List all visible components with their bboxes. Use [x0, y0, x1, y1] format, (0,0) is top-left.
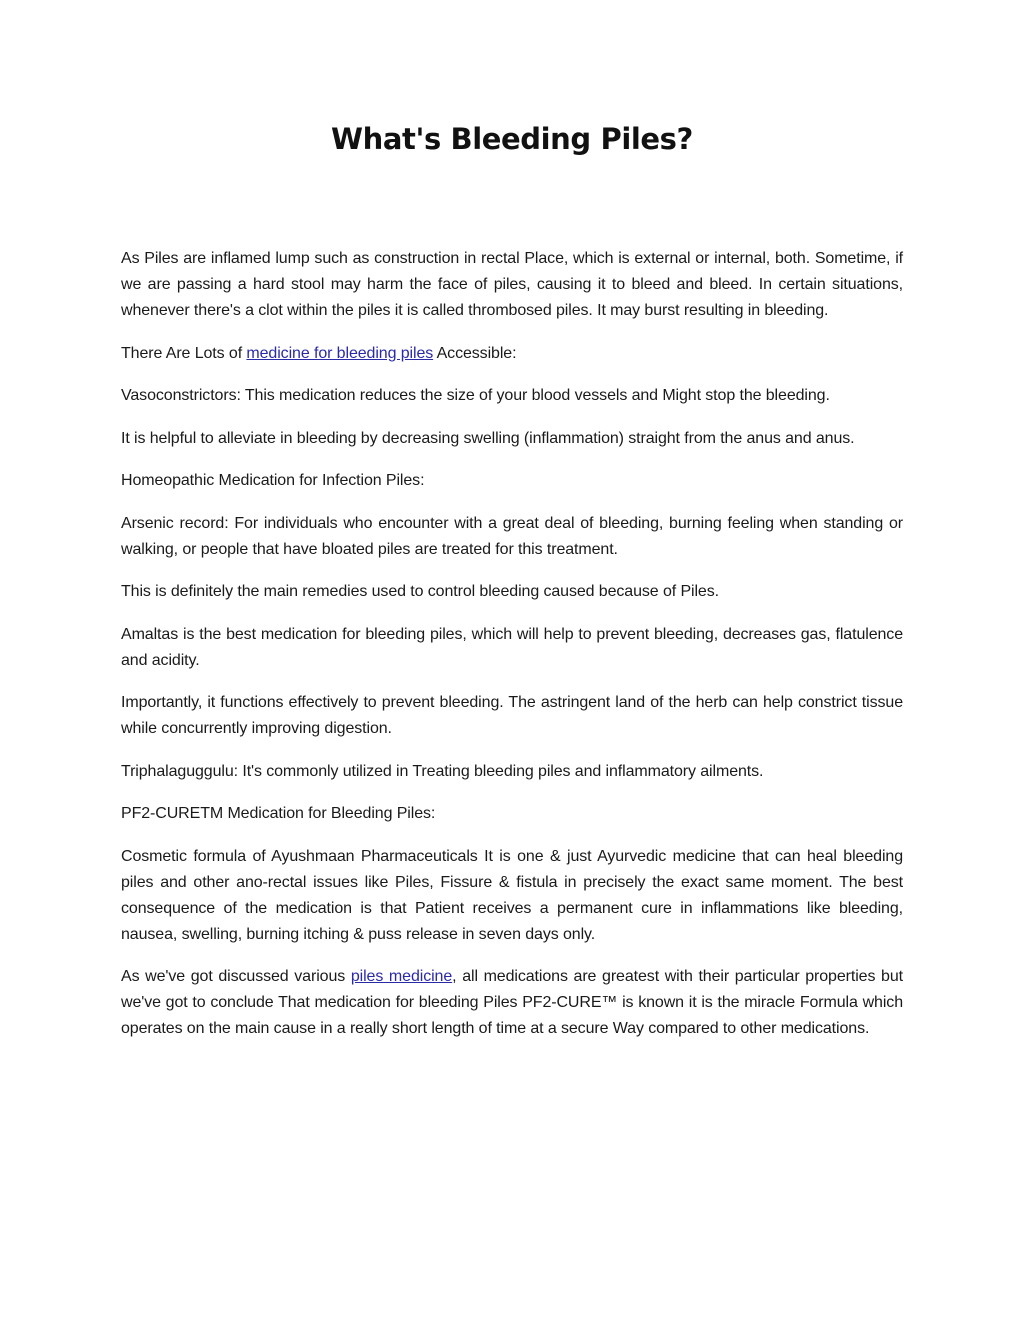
piles-medicine-link[interactable]: piles medicine [350, 968, 453, 985]
paragraph-pf2-cure-heading: PF2-CURETM Medication for Bleeding Piles: [121, 805, 436, 822]
paragraph-homeopathic-heading: Homeopathic Medication for Infection Piles: [121, 472, 425, 489]
paragraph-medicine-list-intro [121, 341, 903, 367]
medicine-for-bleeding-piles-link[interactable]: medicine for bleeding piles [246, 344, 434, 362]
paragraph-text: There Are Lots of [121, 344, 247, 362]
paragraph-vasoconstrictors: Vasoconstrictors: This medication reduces the size of your blood vessels and Might stop the bleeding. [121, 387, 830, 404]
paragraph-amaltas: Amaltas is the best medication for bleeding piles, which will help to prevent bleeding, decreases gas, flatulence and acidity. [121, 625, 903, 669]
paragraph-alleviate: It is helpful to alleviate in bleeding by decreasing swelling (inflammation) straight from the anus and anus. [121, 429, 855, 447]
page-title: What's Bleeding Piles? [331, 122, 693, 156]
paragraph-cosmetic-formula: Cosmetic formula of Ayushmaan Pharmaceuticals It is one & just Ayurvedic medicine that can heal bleeding piles and other ano-rectal issues like Piles, Fissure & fistula in precisely the exact same moment. The best consequence of the medication is that Patient receives a permanent cure in inflammations like bleeding, nausea, swelling, burning itching & puss release in seven days only. [121, 847, 903, 943]
paragraph-main-remedies: This is definitely the main remedies used to control bleeding caused because of Piles. [121, 583, 719, 600]
paragraph-text: Accessible: [433, 344, 517, 362]
paragraph-conclusion [121, 964, 903, 1042]
paragraph-triphalaguggulu: Triphalaguggulu: It's commonly utilized in Treating bleeding piles and inflammatory ailments. [121, 762, 764, 780]
paragraph-text: As we've got discussed various [121, 968, 351, 985]
paragraph-arsenic: Arsenic record: For individuals who encounter with a great deal of bleeding, burning feeling when standing or walking, or people that have bloated piles are treated for this treatment. [121, 514, 903, 558]
paragraph-astringent: Importantly, it functions effectively to prevent bleeding. The astringent land of the herb can help constrict tissue while concurrently improving digestion. [121, 694, 903, 737]
paragraph-text: , all medications are greatest with their particular properties but we've got to conclude That medication for bleeding Piles PF2-CURE™ is known it is the miracle Formula which operates on the main cause in a really short length of time at a secure Way compared to other medications. [121, 968, 904, 1037]
paragraph-intro: As Piles are inflamed lump such as construction in rectal Place, which is external or internal, both. Sometime, if we are passing a hard stool may harm the face of piles, causing it to bleed and bleed. In certain situations, whenever there's a clot within the piles it is called thrombosed piles. It may burst resulting in bleeding. [121, 250, 903, 319]
document-body [121, 246, 903, 1059]
